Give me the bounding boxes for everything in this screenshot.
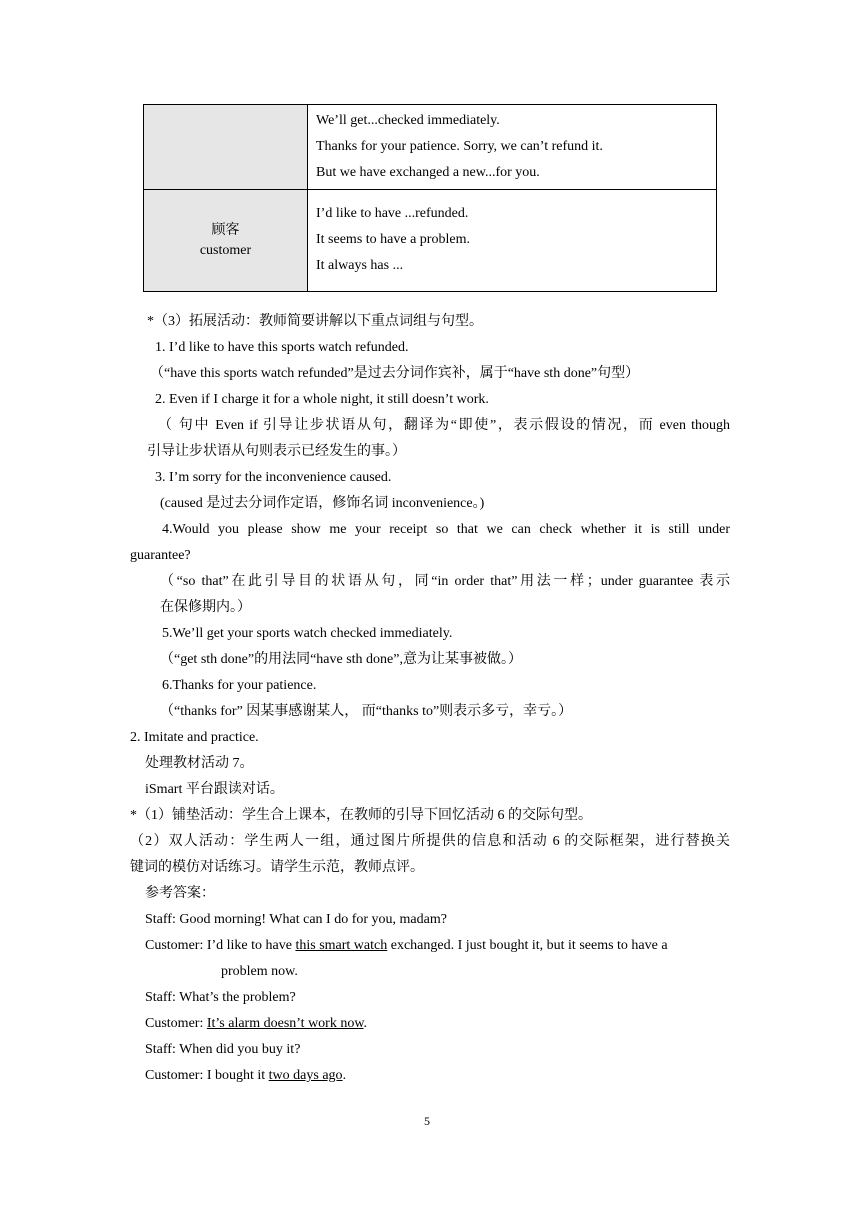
dialogue-line-2-continued: problem now. (221, 964, 298, 979)
underlined-answer: two days ago (268, 1068, 343, 1083)
item-4-note-line2: 在保修期内。） (160, 600, 251, 615)
imitate-heading: 2. Imitate and practice. (130, 730, 259, 745)
customer-line: I’d like to have ...refunded. (316, 206, 469, 221)
customer-role-cell (144, 190, 308, 292)
dialogue-text: Customer: I’d like to have (145, 938, 296, 953)
customer-line: It seems to have a problem. (316, 232, 470, 247)
table-row-customer (144, 190, 717, 292)
underlined-answer: It’s alarm doesn’t work now (206, 1016, 364, 1031)
item-6: 6.Thanks for your patience. (162, 678, 317, 693)
item-4-line1: 4.Would you please show me your receipt so that we can check whether it is still under (162, 522, 730, 537)
item-3-note: (caused 是过去分词作定语，修饰名词 inconvenience。) (160, 496, 485, 511)
item-3: 3. I’m sorry for the inconvenience caused. (155, 470, 392, 485)
dialogue-text: Customer: I bought it (145, 1068, 269, 1083)
item-4-note-line1: （“so that”在此引导目的状语从句，同“in order that”用法一样；under guarantee 表示 (160, 574, 730, 589)
item-5-note: （“get sth done”的用法同“have sth done”,意为让某事被做。） (160, 652, 522, 667)
item-6-note: （“thanks for” 因某事感谢某人， 而“thanks to”则表示多亏，幸亏。） (160, 704, 573, 719)
customer-role-en: customer (199, 242, 252, 258)
staff-line: We’ll get...checked immediately. (316, 113, 500, 128)
staff-role-cell (144, 105, 308, 190)
imitate-line-1: 处理教材活动 7。 (145, 756, 254, 771)
dialogue-line-4 (145, 1014, 367, 1034)
item-1-note: （“have this sports watch refunded”是过去分词作宾补，属于“have sth done”句型） (150, 366, 640, 381)
reference-answer-label: 参考答案： (145, 886, 215, 901)
dialogue-line-6 (145, 1066, 346, 1086)
dialogue-line-3: Staff: What’s the problem? (145, 990, 296, 1005)
staff-line: But we have exchanged a new...for you. (316, 165, 540, 180)
dialogue-text: . (363, 1016, 368, 1031)
item-2-note-line1: （ 句中 Even if 引导让步状语从句，翻译为“即使”，表示假设的情况，而 even though (158, 418, 730, 433)
dialogue-line-2-prefix (145, 936, 668, 956)
imitate-line-2: iSmart 平台跟读对话。 (145, 782, 284, 797)
dialogue-line-1: Staff: Good morning! What can I do for you, madam? (145, 912, 447, 927)
dialogue-table (143, 104, 717, 292)
staff-line: Thanks for your patience. Sorry, we can’t refund it. (316, 139, 603, 154)
customer-lines-cell (308, 190, 717, 292)
section3-heading: *（3）拓展活动：教师简要讲解以下重点词组与句型。 (147, 314, 483, 329)
item-4-line2: guarantee? (130, 548, 191, 563)
item-1: 1. I’d like to have this sports watch refunded. (155, 340, 409, 355)
dialogue-text: . (342, 1068, 347, 1083)
dialogue-line-2 (145, 936, 730, 956)
imitate-step-2-line2: 键词的模仿对话练习。请学生示范，教师点评。 (130, 860, 424, 875)
customer-line: It always has ... (316, 258, 404, 273)
dialogue-line-5: Staff: When did you buy it? (145, 1042, 301, 1057)
imitate-step-2-line1: （2）双人活动：学生两人一组，通过图片所提供的信息和活动 6 的交际框架，进行替换关 (130, 834, 730, 849)
table-row-staff (144, 105, 717, 190)
dialogue-text: exchanged. I just bought it, but it seems to have a (387, 938, 668, 953)
customer-role-cn: 顾客 (211, 222, 240, 238)
staff-lines-cell (308, 105, 717, 190)
imitate-step-1: *（1）铺垫活动：学生合上课本，在教师的引导下回忆活动 6 的交际句型。 (130, 808, 592, 823)
underlined-answer: this smart watch (295, 938, 388, 953)
item-5: 5.We’ll get your sports watch checked immediately. (162, 626, 453, 641)
item-2: 2. Even if I charge it for a whole night, it still doesn’t work. (155, 392, 489, 407)
dialogue-text: Customer: (145, 1016, 207, 1031)
item-2-note-line2: 引导让步状语从句则表示已经发生的事。） (147, 444, 406, 459)
page-number: 5 (424, 1114, 430, 1128)
